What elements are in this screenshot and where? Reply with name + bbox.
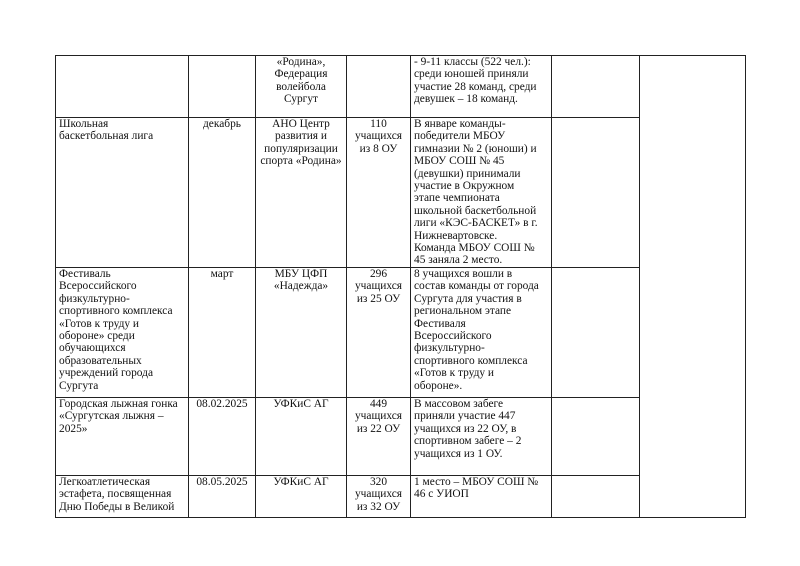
participants-cell (347, 56, 411, 118)
event-cell: Школьная баскетбольная лига (56, 118, 189, 268)
organizer-cell: АНО Центр развития и популяризации спорта «Родина» (256, 118, 347, 268)
event-cell (56, 56, 189, 118)
note-cell (552, 56, 640, 118)
note-cell (552, 475, 640, 517)
note-cell (552, 267, 640, 397)
date-cell: 08.02.2025 (189, 397, 256, 475)
table-row (56, 56, 746, 118)
result-cell: В массовом забеге приняли участие 447 учащихся из 22 ОУ, в спортивном забеге – 2 учащихся из 1 ОУ. (411, 397, 552, 475)
note-cell (552, 397, 640, 475)
participants-cell: 110 учащихся из 8 ОУ (347, 118, 411, 268)
participants-cell: 449 учащихся из 22 ОУ (347, 397, 411, 475)
date-cell (189, 56, 256, 118)
organizer-cell: МБУ ЦФП «Надежда» (256, 267, 347, 397)
result-cell: В январе команды- победители МБОУ гимназии № 2 (юноши) и МБОУ СОШ № 45 (девушки) принимали участие в Окружном этапе чемпионата школьной баскетбольной лиги «КЭС-БАСКЕТ» в г. Нижневартовске. Команда МБОУ СОШ № 45 заняла 2 место. (411, 118, 552, 268)
event-cell: Городская лыжная гонка «Сургутская лыжня – 2025» (56, 397, 189, 475)
date-cell: декабрь (189, 118, 256, 268)
event-cell: Легкоатлетическая эстафета, посвященная Дню Победы в Великой (56, 475, 189, 517)
result-cell: 8 учащихся вошли в состав команды от города Сургута для участия в региональном этапе Фестиваля Всероссийского физкультурно- спортивного комплекса «Готов к труду и обороне». (411, 267, 552, 397)
event-cell: Фестиваль Всероссийского физкультурно- спортивного комплекса «Готов к труду и обороне» среди обучающихся образовательных учреждений города Сургута (56, 267, 189, 397)
organizer-cell: УФКиС АГ (256, 475, 347, 517)
merged-cell (640, 56, 746, 518)
events-table (55, 55, 746, 518)
participants-cell: 320 учащихся из 32 ОУ (347, 475, 411, 517)
note-cell (552, 118, 640, 268)
organizer-cell: «Родина», Федерация волейбола Сургут (256, 56, 347, 118)
organizer-cell: УФКиС АГ (256, 397, 347, 475)
result-cell: - 9-11 классы (522 чел.): среди юношей приняли участие 28 команд, среди девушек – 18 команд. (411, 56, 552, 118)
date-cell: март (189, 267, 256, 397)
participants-cell: 296 учащихся из 25 ОУ (347, 267, 411, 397)
date-cell: 08.05.2025 (189, 475, 256, 517)
result-cell: 1 место – МБОУ СОШ № 46 с УИОП (411, 475, 552, 517)
